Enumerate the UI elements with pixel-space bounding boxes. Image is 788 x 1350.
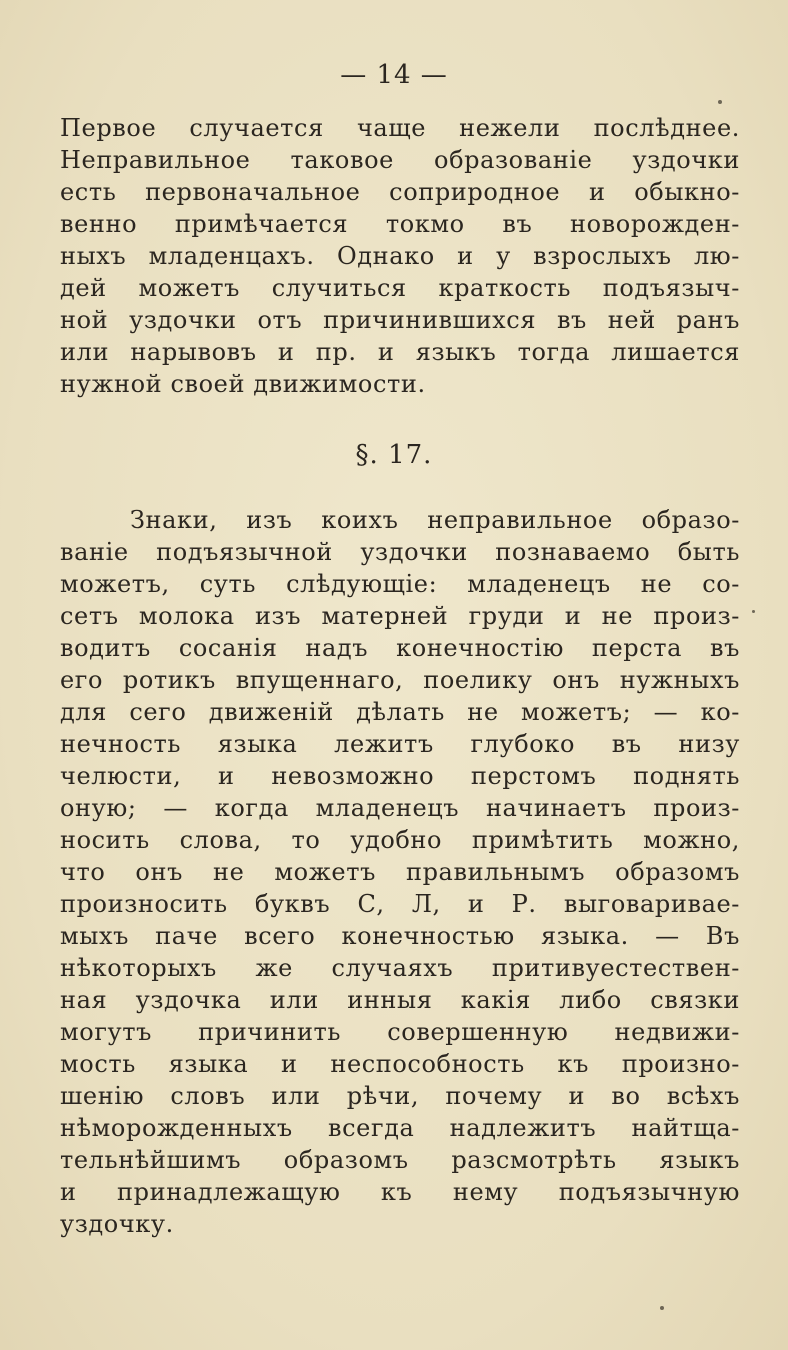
text-line: Знаки, изъ коихъ неправильное образо- xyxy=(130,506,740,534)
ink-speck xyxy=(752,610,755,613)
text-line: нѣкоторыхъ же случаяхъ притивуестествен- xyxy=(60,954,740,982)
text-line: Первое случается чаще нежели послѣднее. xyxy=(60,114,740,142)
text-line: уздочку. xyxy=(60,1210,174,1238)
text-line: его ротикъ впущеннаго, поелику онъ нужныхъ xyxy=(60,666,740,694)
text-line: шенію словъ или рѣчи, почему и во всѣхъ xyxy=(60,1082,740,1110)
text-line: есть первоначальное соприродное и обыкно- xyxy=(60,178,740,206)
ink-speck xyxy=(660,1306,664,1310)
text-line: мость языка и неспособность къ произно- xyxy=(60,1050,740,1078)
text-line: что онъ не можетъ правильнымъ образомъ xyxy=(60,858,740,886)
text-line: ная уздочка или инныя какія либо связки xyxy=(60,986,740,1014)
text-line: тельнѣйшимъ образомъ разсмотрѣть языкъ xyxy=(60,1146,740,1174)
text-line: нѣморожденныхъ всегда надлежитъ найтща- xyxy=(60,1114,740,1142)
text-line: оную; — когда младенецъ начинаетъ произ- xyxy=(60,794,740,822)
text-line: водитъ сосанія надъ конечностію перста въ xyxy=(60,634,740,662)
ink-speck xyxy=(718,100,722,104)
text-line: для сего движеній дѣлать не можетъ; — ко- xyxy=(60,698,740,726)
text-line: нужной своей движимости. xyxy=(60,370,426,398)
paragraph-2 xyxy=(60,504,740,1240)
text-line: ной уздочки отъ причинившихся въ ней ранъ xyxy=(60,306,740,334)
text-line: венно примѣчается токмо въ новорожден- xyxy=(60,210,740,238)
text-line: и принадлежащую къ нему подъязычную xyxy=(60,1178,740,1206)
text-line: сетъ молока изъ матерней груди и не произ- xyxy=(60,602,740,630)
text-line: дей можетъ случиться краткость подъязыч- xyxy=(60,274,740,302)
text-line: нечность языка лежитъ глубоко въ низу xyxy=(60,730,740,758)
text-line: ныхъ младенцахъ. Однако и у взрослыхъ лю- xyxy=(60,242,740,270)
text-line: произносить буквъ С, Л, и Р. выговаривае- xyxy=(60,890,740,918)
page-number: — 14 — xyxy=(340,60,448,90)
text-line: Неправильное таковое образованіе уздочки xyxy=(60,146,740,174)
text-line: могутъ причинить совершенную недвижи- xyxy=(60,1018,740,1046)
section-heading: §. 17. xyxy=(355,440,433,470)
text-line: носить слова, то удобно примѣтить можно, xyxy=(60,826,740,854)
text-line: мыхъ паче всего конечностью языка. — Въ xyxy=(60,922,740,950)
text-line: можетъ, суть слѣдующіе: младенецъ не со- xyxy=(60,570,740,598)
text-line: или нарывовъ и пр. и языкъ тогда лишается xyxy=(60,338,740,366)
text-line: челюсти, и невозможно перстомъ поднять xyxy=(60,762,740,790)
text-line: ваніе подъязычной уздочки познаваемо быть xyxy=(60,538,740,566)
paragraph-1 xyxy=(60,112,740,400)
